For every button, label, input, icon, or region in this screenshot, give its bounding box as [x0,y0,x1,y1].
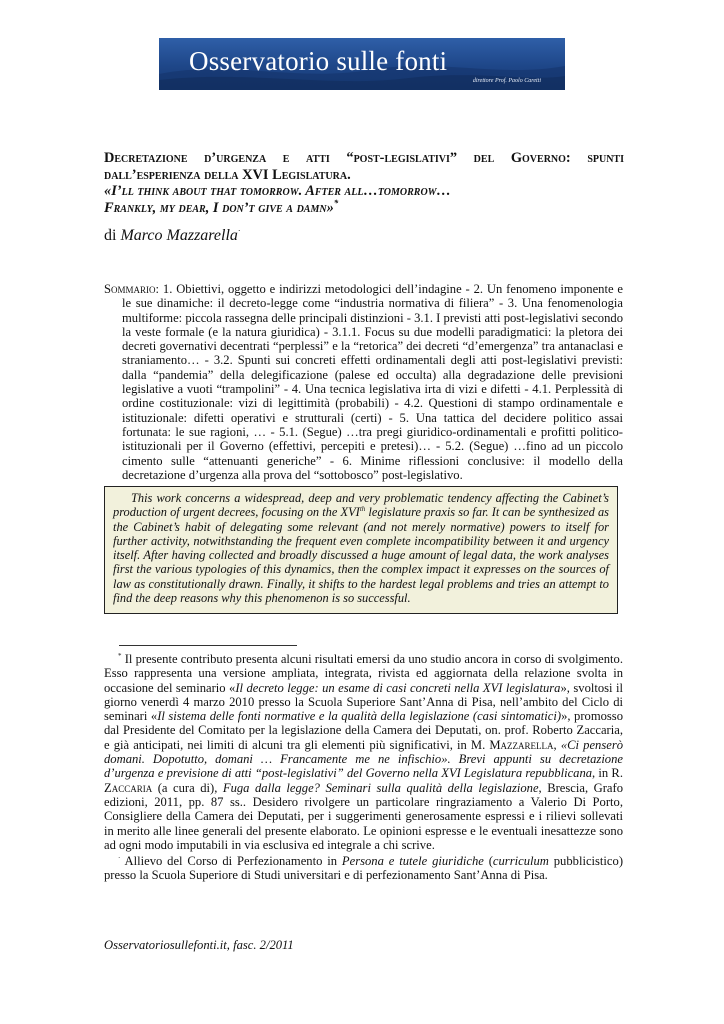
summary-text: 1. Obiettivi, oggetto e indirizzi metodologici dell’indagine - 2. Un fenomeno imponente e le sue dinamiche: il decreto-legge come “industria normativa di filiera” - 3. Una fenomenologia multiforme: piccola rassegna delle principali distinzioni - 3.1. I previsti atti post-legislativi secondo la veste formale (e la natura giuridica) - 3.1.1. Focus su due modelli paradigmatici: la pletora dei decreti governativi decentrati “perplessi” e la “retorica” dei decreti “d’emergenza” tra antanaclasi e straniamento… - 3.2. Spunti sui concreti effetti ordinamentali degli atti post-legislativi previsti: dalla “pandemia” della delegificazione (palese ed occulta) alla degradazione delle previsioni legislative a vuoti “trampolini” - 4. Una tecnica legislativa irta di vizi e difetti - 4.1. Perplessità di ordine costituzionale: vizi di legittimità (probabili) - 4.2. Questioni di stampo ordinamentale e istituzionale: difetti operativi e strutturali (certi) - 5. Una tattica del decidere politico assai fortunata: le sue ragioni, … - 5.1. (Segue) …tra pregi giuridico-ordinamentali e profitti politico-istituzionali per il Governo (effettivi, percepiti e pretesi)… - 5.2. (Segue) …fino ad un piccolo cimento sulle “attenuanti generiche” - 6. Minime riflessioni conclusive: il modello della decretazione d’urgenza alla prova del “sottobosco” post-legislativo. [122,282,623,482]
footnote-text-run: », promosso dal Presidente del Comitato per la legislazione della Camera dei Deputati, on. prof. Roberto Zaccaria, e già anticipati, nei limiti di alcuni tra gli elementi più significativi, in M. [104,709,624,752]
footnote-2 [104,854,623,883]
author-name: Marco Mazzarella [120,227,238,244]
author-prefix: di [104,227,117,244]
title-line-3: «I’ll think about that tomorrow. After all…tomorrow… [104,183,451,200]
page-footer: Osservatoriosullefonti.it, fasc. 2/2011 [104,938,294,952]
journal-title: Osservatorio sulle fonti [189,46,448,76]
footnote-mark: * [118,651,122,660]
footnote-text-run: pubblicistico) presso la Scuola Superiore di Studi universitari e di perfezionamento Sant’Anna di Pisa. [104,854,624,883]
abstract-box [104,486,618,614]
footnote-text-run: «Ci penserò domani. Dopotutto, domani … Francamente me ne infischio». Brevi appunti su decretazione d’urgenza e previsione di atti “post-legislativi” del Governo nella XVI Legislatura repubblicana [104,737,624,781]
author-line [104,227,241,245]
footnote-text-run: Mazzarella [489,737,554,752]
footnote-text-run: , Brescia, Grafo edizioni, 2011, pp. 87 ss.. Desidero rivolgere un particolare ringraziamento a Valerio Di Porto, Consigliere della Camera dei Deputati, per i suggerimenti generosamente espressi e i rilievi sollevati in merito alle linee generali del presente elaborato. Le opinioni espresse e le eventuali inesattezze sono ad ogni modo imputabili in via esclusiva ed integrale a chi scrive. [104,780,624,852]
footnote-mark: · [118,853,121,862]
abstract-text-1: This work concerns a widespread, deep and very problematic tendency affecting the Cabinet’s production of urgent decrees, focusing on the XVI [113,491,609,520]
footnotes [104,652,623,883]
footnote-text-run: curriculum [492,854,549,869]
footnote-text-run: », svoltosi il giorno venerdì 4 marzo 2010 presso la Scuola Superiore Sant’Anna di Pisa, nell’ambito del Ciclo di seminari « [104,680,623,724]
author-footnote-mark: · [237,226,241,236]
abstract-superscript: th [359,505,366,514]
table-of-contents [104,282,623,482]
journal-director: direttore Prof. Paolo Caretti [472,78,541,84]
footnote-text-run: Fuga dalla legge? Seminari sulla qualità della legislazione [222,780,539,795]
footnote-text-run: Il presente contributo presenta alcuni risultati emersi da uno studio ancora in corso di svolgimento. Esso rappresenta una versione ampliata, integrata, rivista ed aggiornata della relazione svolta in occasione del seminario « [104,652,623,695]
footnote-text-run: Zaccaria [104,780,153,795]
journal-banner [159,38,565,90]
title-line-4 [104,197,624,217]
footnote-text-run: Il sistema delle fonti normative e la qualità della legislazione (casi sintomatici) [157,709,562,724]
title-line-1: Decretazione d’urgenza e atti “post-legislativi” del Governo: spunti [104,150,624,166]
footnote-1 [104,652,623,852]
footnote-text-run: Il decreto legge: un esame di casi concreti nella XVI legislatura [235,680,561,695]
article-title [104,150,624,216]
footnote-text-run: Allievo del Corso di Perfezionamento in [120,854,342,869]
footnote-text-run: Persona e tutele giuridiche [341,854,484,869]
footnote-text-run: , [553,737,561,752]
title-footnote-mark: * [333,197,339,208]
summary-label: Sommario: [104,282,160,296]
footnote-separator [119,645,297,646]
footnote-text-run: ( [483,854,493,869]
title-line-2: dall’esperienza della XVI Legislatura. [104,166,351,183]
footnote-text-run: (a cura di), [152,780,223,795]
title-line-4-text: Frankly, my dear, I don’t give a damn» [104,199,334,216]
abstract-text-2: legislature praxis so far. It can be synthesized as the Cabinet’s habit of delegating some relevant (and not merely normative) powers to itself for further activity, notwithstanding the frequent even complete incompatibility between it and urgency itself. After having collected and broadly discussed a huge amount of legal data, the work analyses first the various typologies of this dynamics, then the complex impact it expresses on the sources of law as constitutionally drawn. Finally, it shifts to the hardest legal problems and tries an attempt to find the deep reasons why this phenomenon is so successful. [113,505,610,606]
footnote-text-run: , in R. [592,766,623,781]
